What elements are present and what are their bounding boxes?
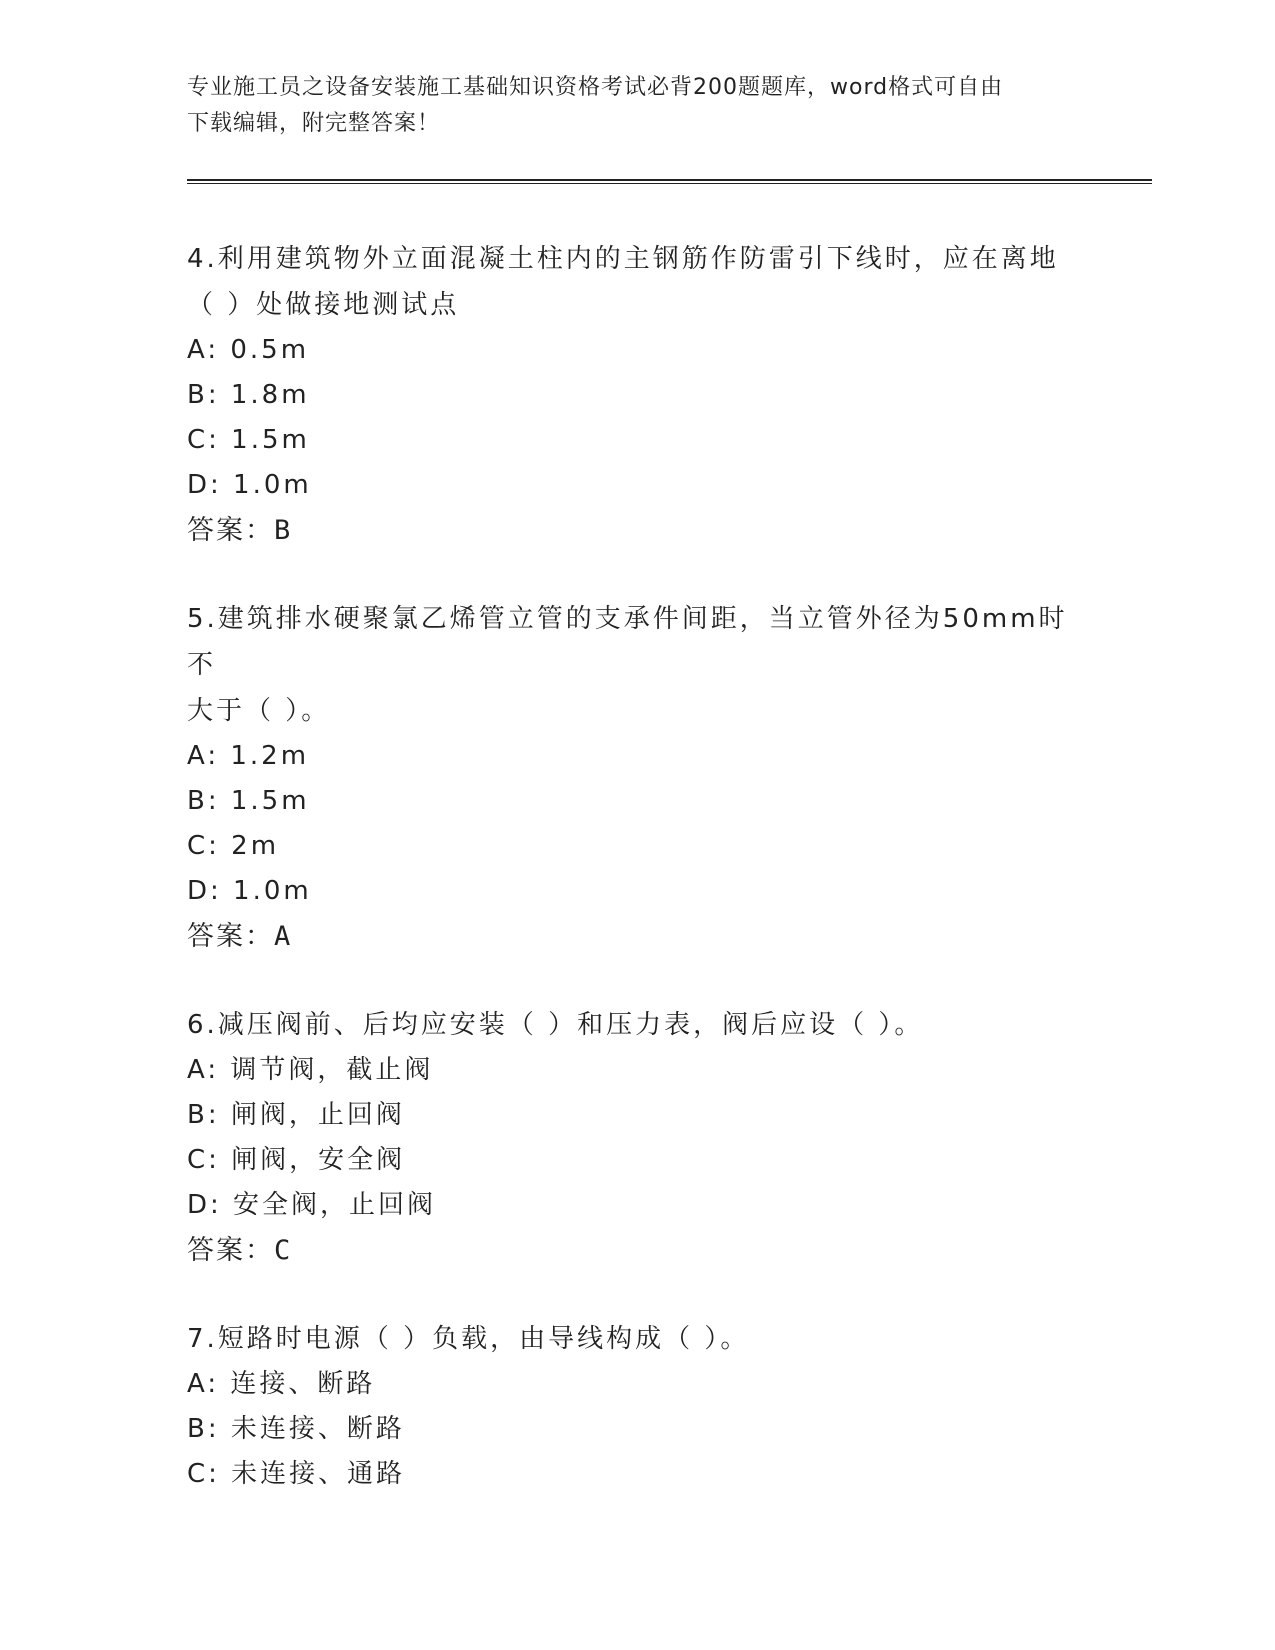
answer-line [187, 508, 1087, 554]
answer-label: 答案： [187, 921, 274, 952]
answer-label: 答案： [187, 515, 274, 546]
header-divider-thick [187, 179, 1152, 181]
answer-line [187, 1228, 1087, 1274]
option-d: D: 1.0m [187, 470, 312, 500]
option-d: D: 1.0m [187, 876, 312, 906]
header-title-line1: 专业施工员之设备安装施工基础知识资格考试必背200题题库，word格式可自由 [187, 75, 1004, 100]
answer-label: 答案： [187, 1235, 274, 1266]
question-stem-line: 4.利用建筑物外立面混凝土柱内的主钢筋作防雷引下线时，应在离地 [187, 244, 1059, 274]
option-c: C: 2m [187, 831, 280, 861]
option-b: B: 1.8m [187, 380, 310, 410]
option-b: B: 闸阀，止回阀 [187, 1100, 405, 1130]
answer-value: B [274, 515, 293, 546]
question-stem-line: 5.建筑排水硬聚氯乙烯管立管的支承件间距，当立管外径为50mm时不 [187, 604, 1068, 680]
option-a: A: 连接、断路 [187, 1369, 376, 1399]
question-item [187, 596, 1087, 960]
option-d: D: 安全阀，止回阀 [187, 1190, 437, 1220]
document-header [187, 70, 1087, 142]
option-a: A: 调节阀，截止阀 [187, 1055, 434, 1085]
question-stem-line: 7.短路时电源（ ）负载，由导线构成（ ）。 [187, 1324, 750, 1354]
option-b: B: 1.5m [187, 786, 310, 816]
question-stem-line: 6.减压阀前、后均应安装（ ）和压力表，阀后应设（ ）。 [187, 1010, 924, 1040]
option-c: C: 闸阀，安全阀 [187, 1145, 406, 1175]
option-a: A: 1.2m [187, 741, 310, 771]
option-c: C: 1.5m [187, 425, 310, 455]
option-c: C: 未连接、通路 [187, 1459, 406, 1489]
answer-value: A [274, 921, 293, 952]
answer-value: C [274, 1235, 293, 1266]
question-list [187, 236, 1087, 1539]
question-stem-line: （ ）处做接地测试点 [187, 290, 460, 320]
option-a: A: 0.5m [187, 335, 310, 365]
question-item [187, 236, 1087, 554]
answer-line [187, 914, 1087, 960]
question-item [187, 1002, 1087, 1274]
header-title-line2: 下载编辑，附完整答案！ [187, 111, 441, 136]
question-item [187, 1316, 1087, 1497]
question-stem-line: 大于（ ）。 [187, 696, 331, 726]
option-b: B: 未连接、断路 [187, 1414, 405, 1444]
header-divider-thin [187, 183, 1152, 184]
